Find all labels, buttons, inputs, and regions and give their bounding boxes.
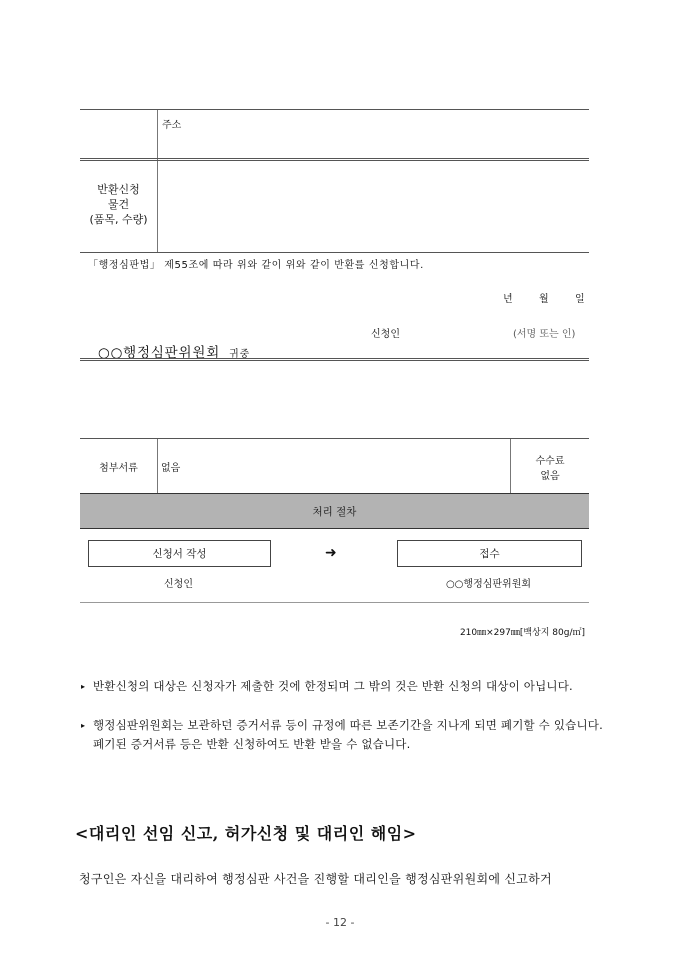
address-bottom-line xyxy=(80,158,589,161)
applicant-label: 신청인 xyxy=(371,329,400,340)
procedure-title: 처리 절차 xyxy=(312,505,357,518)
statement-text: 「행정심판법」 제55조에 따라 위와 같이 위와 같이 반환를 신청합니다. xyxy=(88,260,424,271)
section-heading: <대리인 선임 신고, 허가신청 및 대리인 해임> xyxy=(75,824,417,843)
note-1 xyxy=(81,677,609,696)
fee-value: 없음 xyxy=(540,471,560,482)
note-2-text: 행정심판위원회는 보관하던 증거서류 등이 규정에 따른 보존기간을 지나게 되면 폐기할 수 있습니다. 폐기된 증거서류 등은 반환 신청하여도 반환 받을 수 없습니다. xyxy=(93,718,603,751)
note-1-bullet: ▸ xyxy=(81,682,86,691)
step2-actor: ○○행정심판위원회 xyxy=(445,579,532,590)
arrow-right-icon: ➜ xyxy=(325,545,337,561)
procedure-bottom-line xyxy=(80,602,589,603)
note-2 xyxy=(81,716,609,754)
date-year: 년 xyxy=(503,294,513,305)
step1-actor: 신청인 xyxy=(164,579,193,590)
attachments-divider-left xyxy=(157,439,158,493)
attachments-value: 없음 xyxy=(161,463,181,474)
signature-label: (서명 또는 인) xyxy=(513,329,576,340)
fee-label: 수수료 xyxy=(535,456,565,467)
page-number: - 12 - xyxy=(325,916,355,929)
date-day: 일 xyxy=(575,294,585,305)
paper-spec: 210㎜×297㎜[백상지 80g/㎡] xyxy=(459,628,585,638)
procedure-title-bar xyxy=(80,493,589,529)
items-label: 반환신청 물건 (품목, 수량) xyxy=(89,183,148,226)
section-paragraph: 청구인은 자신을 대리하여 행정심판 사건을 진행할 대리인을 행정심판위원회에 신고하거 xyxy=(79,872,552,886)
step-receipt: 접수 xyxy=(397,540,582,567)
note-1-text: 반환신청의 대상은 신청자가 제출한 것에 한정되며 그 밖의 것은 반환 신청의 대상이 아닙니다. xyxy=(93,679,573,693)
step-application: 신청서 작성 xyxy=(88,540,271,567)
form-label-divider xyxy=(157,110,158,252)
address-label: 주소 xyxy=(162,120,182,131)
items-bottom-line xyxy=(80,252,589,253)
form-bottom-line xyxy=(80,358,589,361)
note-2-bullet: ▸ xyxy=(81,721,86,730)
recipient-suffix: 귀중 xyxy=(229,349,251,360)
recipient-name: ○○행정심판위원회 xyxy=(98,345,221,361)
date-month: 월 xyxy=(539,294,549,305)
attachments-label: 첨부서류 xyxy=(99,463,138,474)
